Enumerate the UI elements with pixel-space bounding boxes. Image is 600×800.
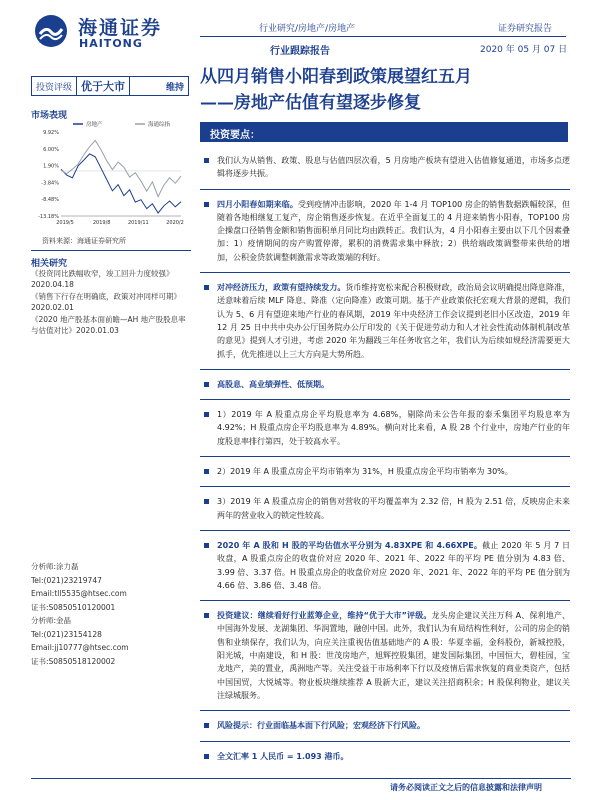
rating-label: 投资评级 xyxy=(36,82,73,93)
x-tick-label: 2019/11 xyxy=(127,220,149,226)
footer-divider xyxy=(31,778,571,779)
section-divider xyxy=(200,710,570,711)
chart-source: 资料来源：海通证券研究所 xyxy=(42,237,126,245)
key-points-body xyxy=(200,154,570,771)
related-research-list xyxy=(31,268,191,337)
bullet-icon xyxy=(204,613,209,618)
exchange-rate-note: 全文汇率 1 人民币 = 1.093 港币。 xyxy=(217,751,349,761)
paragraph-lead: 2020 年 A 股和 H 股的平均估值水平分别为 4.83XPE 和 4.66XPE。 xyxy=(217,540,483,550)
section-divider xyxy=(200,530,570,531)
bullet-icon xyxy=(204,723,209,728)
rating-change: 维持 xyxy=(165,82,184,93)
bullet-icon xyxy=(204,543,209,548)
related-heading: 相关研究 xyxy=(31,259,68,269)
y-tick-label: -8.48% xyxy=(41,197,59,204)
bullet-icon xyxy=(204,412,209,417)
paragraph-text: 货币维持宽松来配合积极财政，政治局会议明确提出降息降准，送意味着后续 MLF 降息、降准（定向降准）政策可期。基于产业政策依托宏观大背景的逻辑，我们认为 5、6 月有望迎来地产行业的春风期，2019 年中央经济工作会议提到老旧小区改造，2019 年 12 月 25 日中共中央办公厅国务院办公厅印发的《关于促进劳动力和人才社会性流动体制机制改革的意见》提到人才引进，考虑 2020 年为翻践三年任务收官之年，我们认为后续如规经济需要更大抓手，优先推进以上三大方向是大势所趋。 xyxy=(217,283,570,359)
report-type: 行业跟踪报告 xyxy=(270,46,330,57)
market-chart-svg xyxy=(31,118,193,236)
key-point xyxy=(200,465,570,478)
key-point xyxy=(200,281,570,361)
x-tick-label: 2019/8 xyxy=(92,220,111,226)
company-logo xyxy=(34,12,184,52)
key-point xyxy=(200,495,570,522)
section-divider xyxy=(200,486,570,487)
analyst-contacts xyxy=(31,560,191,668)
paragraph-lead: 四月小阳春如期来临。 xyxy=(217,199,298,209)
bullet-icon xyxy=(204,469,209,474)
paragraph-text: 3）2019 年 A 股重点房企的销售对营收的平均覆盖率为 2.32 倍，H 股为 2.51 倍，反映房企未来两年的营业收入的锁定性较高。 xyxy=(217,497,570,520)
industry-category: 行业研究/房地产/房地产 xyxy=(259,24,356,34)
analyst-line: Email:jj10777@htsec.com xyxy=(31,643,129,652)
section-divider xyxy=(200,741,570,742)
bullet-icon xyxy=(204,382,209,387)
section-divider xyxy=(200,272,570,273)
analyst-line: Tel:(021)23219747 xyxy=(31,575,102,585)
legend-label: 海通综指 xyxy=(148,122,171,128)
risk-warning: 风险提示：行业面临基本面下行风险；宏观经济下行风险。 xyxy=(217,721,425,731)
analyst-line: Email:tll5535@htsec.com xyxy=(31,589,127,598)
section-divider xyxy=(200,399,570,400)
left-divider xyxy=(31,250,191,251)
section-divider xyxy=(200,189,570,190)
related-item[interactable]: 《投资同比跌幅收窄，竣工回升力度较强》2020.04.18 xyxy=(31,269,174,289)
analyst-line: 分析师:涂力磊 xyxy=(31,562,79,571)
key-point xyxy=(200,539,570,592)
paragraph-lead: 高股息、高业绩弹性、低预期。 xyxy=(217,379,329,389)
market-heading: 市场表现 xyxy=(31,111,68,121)
y-tick-label: 6.00% xyxy=(43,146,59,153)
header-divider xyxy=(200,36,566,37)
paragraph-text: 龙头房企建议关注万科 A、保利地产、中国海外发展、龙湖集团、华润置地，融创中国。此外，我们认为有局结构性利好，公司的房企的销售和业绩保存，我们认为，向应关注重视估值基础地产的 A 股：华夏幸福，金科股份，新城控股，阳光城，中南建设，和 H 股：世茂房地产，旭辉控股集团，建发国际集团，中国恒大，碧桂园，宝龙地产，美的置业，禹洲地产等。关注受益于市场利率下行以及疫情后需求恢复的商业类资产，包括中国国贸，大悦城等。物业板块继续推荐 A 股新大正，建议关注招商积余；H 股保利物业，建议关注绿城服务。 xyxy=(217,611,570,700)
report-title: 从四月销售小阳春到政策展望红五月 xyxy=(200,67,472,87)
report-subtitle: ——房地产估值有望逐步修复 xyxy=(200,93,421,113)
report-series: 证券研究报告 xyxy=(498,24,553,34)
related-item[interactable]: 《销售下行存在明确底，政策对冲同样可期》2020.02.01 xyxy=(31,292,181,312)
analyst-line: 证书:S0850518120002 xyxy=(31,656,116,666)
company-name-en: HAITONG xyxy=(79,37,143,50)
rating-value: 优于大市 xyxy=(76,77,130,95)
y-tick-label: 9.92% xyxy=(43,130,59,136)
key-point xyxy=(200,378,570,391)
key-point xyxy=(200,719,570,732)
bullet-icon xyxy=(204,202,209,207)
market-performance-chart xyxy=(31,118,193,236)
y-tick-label: -3.84% xyxy=(41,180,59,187)
disclaimer-footer: 请务必阅读正文之后的信息披露和法律声明 xyxy=(390,783,542,792)
bullet-icon xyxy=(204,158,209,163)
x-tick-label: 2020/2 xyxy=(166,220,184,226)
key-point xyxy=(200,154,570,181)
key-point xyxy=(200,750,570,763)
section-divider xyxy=(200,456,570,457)
paragraph-text: 截止 2020 年 5 月 7 日收盘，A 股重点房企的收盘价对应 2020 年、2021 年、2022 年的平均 PE 值分别为 4.83 倍、3.99 倍、3.37 倍。H 股重点房企的收盘价对应 2020 年、2021 年、2022 年的平均 PE 值分别为 4.66 倍、3.86 倍、3.48 倍。 xyxy=(217,540,571,590)
haitong-logo-icon xyxy=(34,14,68,48)
bullet-icon xyxy=(204,754,209,759)
paragraph-lead: 对冲经济压力，政策有望持续发力。 xyxy=(217,283,346,293)
analyst-line: 证书:S0850510120001 xyxy=(31,602,116,612)
section-divider xyxy=(200,369,570,370)
key-point xyxy=(200,609,570,702)
paragraph-lead: 投资建议：继续看好行业蓝筹企业，维持“优于大市”评级。 xyxy=(217,611,432,621)
investment-rating xyxy=(31,76,189,96)
bullet-icon xyxy=(204,499,209,504)
series-line xyxy=(61,141,181,197)
paragraph-text: 1）2019 年 A 股重点房企平均股息率为 4.68%，剔除尚未公告年报的泰禾集团平均股息率为 4.92%；H 股重点房企平均股息率为 4.89%。横向对比来看，A 股 28 个行业中，房地产行业的年度股息率排行第四，处于较高水平。 xyxy=(217,410,570,446)
key-points-heading: 投资要点： xyxy=(210,130,260,141)
company-name-cn: 海通证券 xyxy=(78,17,163,39)
analyst-line: 分析师:金晶 xyxy=(31,616,72,625)
y-tick-label: 1.90% xyxy=(43,163,59,170)
bullet-icon xyxy=(204,285,209,290)
analyst-line: Tel:(021)23154128 xyxy=(31,629,102,639)
paragraph-text: 我们认为从销售、政策、股息与估值四层次看，5 月房地产板块有望进入估值修复通道，市场多点逻辑将逐步共振。 xyxy=(217,156,570,179)
report-date: 2020 年 05 月 07 日 xyxy=(480,45,568,55)
related-item[interactable]: 《2020 地产股基本面前瞻—AH 地产股股息率与估值对比》2020.01.03 xyxy=(31,315,186,335)
key-point xyxy=(200,408,570,448)
y-tick-label: -13.18% xyxy=(38,214,59,220)
legend-label: 房地产 xyxy=(86,122,103,128)
key-point xyxy=(200,198,570,264)
paragraph-text: 2）2019 年 A 股重点房企平均市销率为 31%，H 股重点房企平均市销率为 30%。 xyxy=(217,467,513,477)
x-tick-label: 2019/5 xyxy=(56,220,74,226)
section-divider xyxy=(200,600,570,601)
paragraph-text: 受到疫情冲击影响，2020 年 1-4 月 TOP100 房企的销售数据跌幅较深，但随着各地相继复工复产，房企销售逐步恢复。在近乎全面复工的 4 月迎来销售小阳春，TOP100 房企操盘口径销售金额和销售面积单月同比均由跌转正。我们认为，4 月小阳春主要由以下几个因素叠加：1）疫情期间的房产购置停滞，累积的消费需求集中释放；2）供给端政策调整带来供给的增加，公积金贷款调整刺激需求等政策端的利好。 xyxy=(217,199,571,262)
